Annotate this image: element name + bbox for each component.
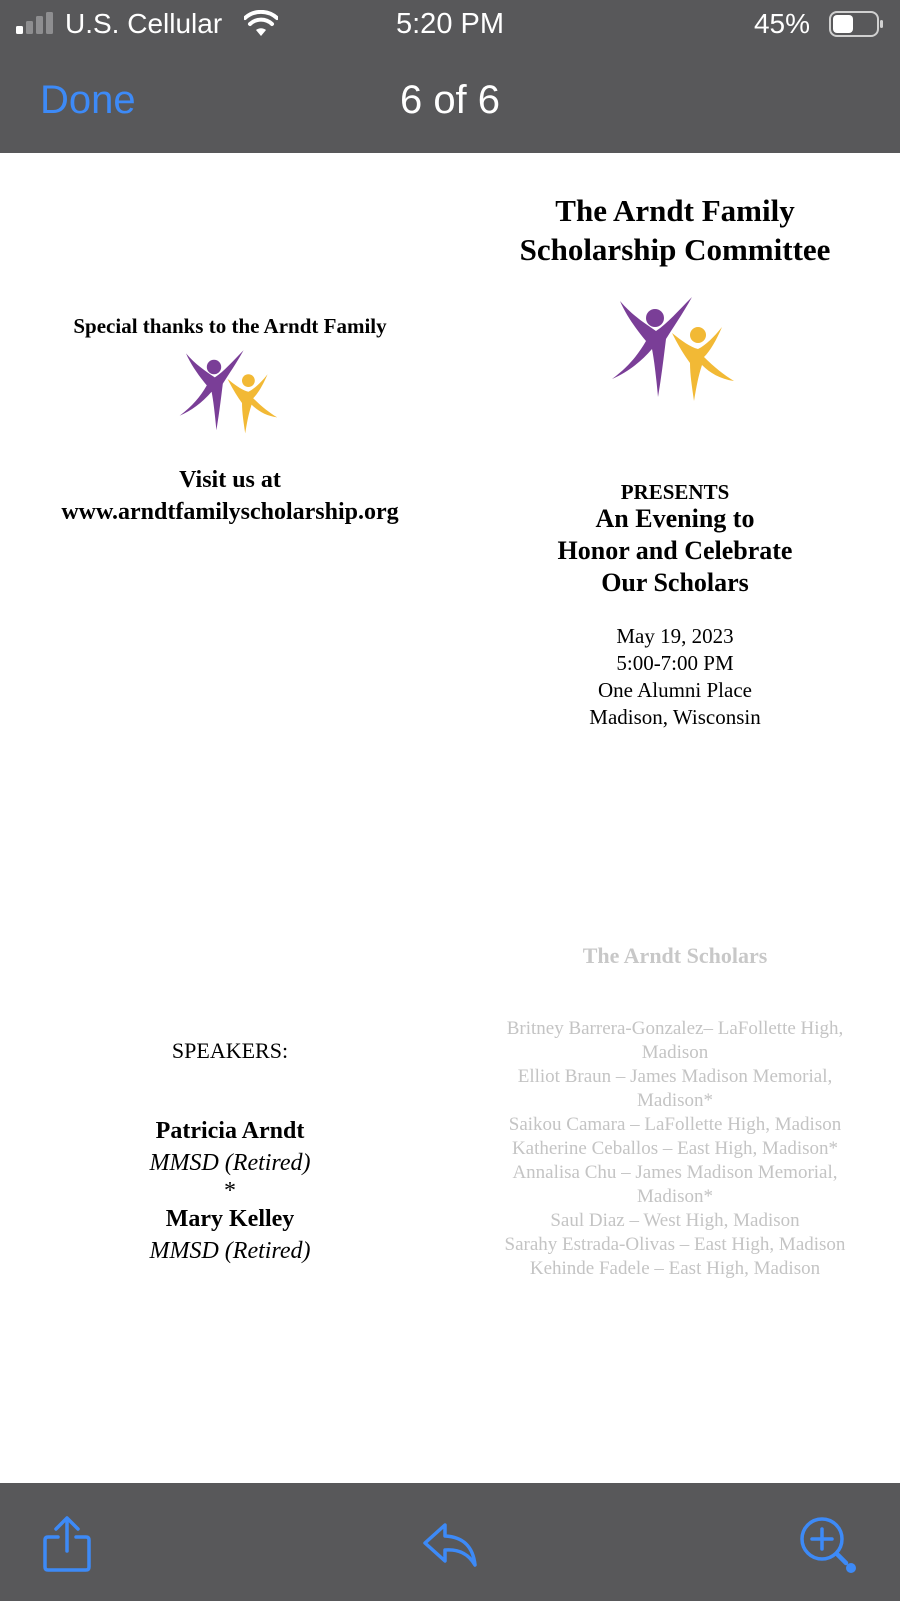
bottom-toolbar: [0, 1483, 900, 1601]
presents-label: PRESENTS: [620, 480, 730, 504]
reply-icon[interactable]: [418, 1513, 480, 1575]
scholar-entry: Sarahy Estrada-Olivas – East High, Madison: [504, 1234, 846, 1255]
share-icon[interactable]: [36, 1513, 98, 1575]
speaker-role: MMSD (Retired): [149, 1150, 311, 1176]
evening-title-line: Honor and Celebrate: [557, 536, 793, 565]
speakers-list: [40, 1115, 420, 1267]
top-bar: [0, 0, 900, 153]
status-bar: [0, 0, 900, 48]
scholarship-logo: [480, 293, 870, 403]
nav-bar: [0, 48, 900, 153]
carrier-name: U.S. Cellular: [65, 8, 223, 39]
signal-icon: [16, 12, 56, 34]
scholar-entry: Elliot Braun – James Madison Memorial, Madison*: [517, 1066, 833, 1111]
page-counter: 6 of 6: [399, 78, 501, 122]
status-time: 5:20 PM: [396, 8, 504, 40]
event-time: 5:00-7:00 PM: [616, 651, 734, 675]
committee-title: [480, 191, 870, 269]
event-venue: One Alumni Place: [598, 678, 752, 702]
speaker-separator: *: [224, 1178, 236, 1204]
special-thanks: Special thanks to the Arndt Family: [73, 314, 387, 338]
scholar-entry: Saul Diaz – West High, Madison: [550, 1210, 800, 1231]
evening-title-line: Our Scholars: [601, 568, 749, 597]
committee-title-line: Scholarship Committee: [519, 232, 831, 267]
event-city: Madison, Wisconsin: [589, 705, 761, 729]
scholar-entry: Saikou Camara – LaFollette High, Madison: [508, 1114, 842, 1135]
done-button[interactable]: Done: [40, 78, 136, 122]
visit-us: [40, 464, 420, 528]
scholar-entry: Kehinde Fadele – East High, Madison: [529, 1258, 821, 1279]
website-link[interactable]: www.arndtfamilyscholarship.org: [61, 499, 399, 525]
scholars-list: [480, 1017, 870, 1281]
scholars-heading: The Arndt Scholars: [582, 943, 768, 968]
scholarship-logo-small: [40, 345, 420, 437]
scholar-entry: Katherine Ceballos – East High, Madison*: [511, 1138, 839, 1159]
scholar-entry: Annalisa Chu – James Madison Memorial, Madison*: [512, 1162, 838, 1207]
committee-title-line: The Arndt Family: [555, 193, 795, 228]
speaker-role: MMSD (Retired): [149, 1238, 311, 1264]
battery-icon: [829, 11, 885, 37]
evening-title: [480, 503, 870, 599]
event-details: [480, 623, 870, 731]
dancing-figures-logo-icon: [610, 293, 740, 403]
battery-percent: 45%: [753, 8, 810, 39]
scholar-entry: Britney Barrera-Gonzalez– LaFollette High, Madison: [506, 1018, 844, 1063]
document-page: [0, 153, 900, 1483]
zoom-in-icon[interactable]: [796, 1513, 858, 1575]
wifi-icon: [244, 10, 278, 38]
visit-label: Visit us at: [179, 467, 281, 493]
speaker-name: Patricia Arndt: [155, 1118, 305, 1144]
evening-title-line: An Evening to: [595, 504, 755, 533]
speakers-heading: SPEAKERS:: [171, 1038, 289, 1063]
speaker-name: Mary Kelley: [165, 1206, 295, 1232]
event-date: May 19, 2023: [616, 624, 734, 648]
dancing-figures-logo-icon: [178, 345, 282, 437]
